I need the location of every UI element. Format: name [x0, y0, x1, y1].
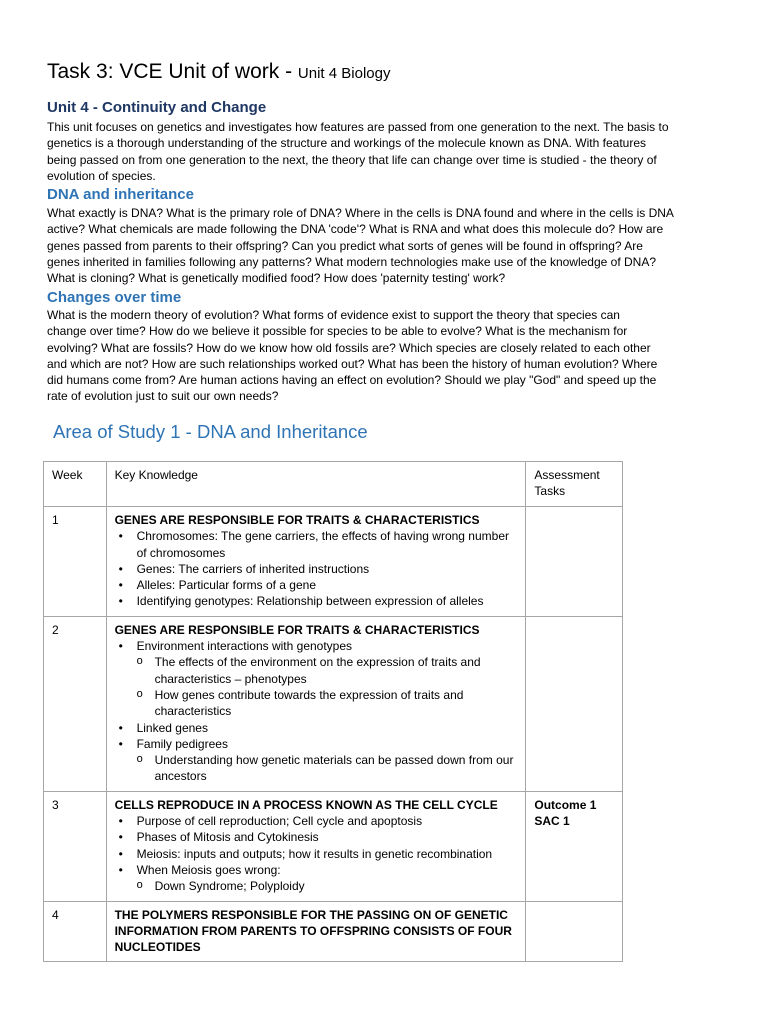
assessment-cell: [526, 507, 623, 617]
unit-line: genetics is a thorough understanding of the structure and workings of the molecule known as DNA. With features: [47, 136, 646, 151]
table-row: [44, 616, 623, 791]
table-header-row: [44, 462, 623, 507]
unit-line: evolution of species.: [47, 168, 156, 183]
assessment-cell: [526, 901, 623, 962]
unit-paragraph: [47, 119, 727, 184]
list-item: • Meiosis: inputs and outputs; how it results in genetic recombination: [115, 846, 520, 862]
title-subtitle: Unit 4 Biology: [297, 65, 391, 82]
unit-heading: Unit 4 - Continuity and Change: [47, 99, 267, 116]
dna-line: What is cloning? What is genetically modified food? How does 'paternity testing' work?: [47, 271, 506, 286]
topic-heading: GENES ARE RESPONSIBLE FOR TRAITS & CHARACTERISTICS: [114, 622, 480, 637]
list-item: • Chromosomes: The gene carriers, the effects of having wrong number of chromosomes: [115, 528, 520, 561]
topic-heading-line: THE POLYMERS RESPONSIBLE FOR THE PASSING ON OF GENETIC: [114, 907, 508, 922]
header-assessment-line: Assessment: [534, 468, 600, 482]
list-item: • Environment interactions with genotypes: [115, 638, 520, 654]
dna-line: genes inherited in families following any patterns? What modern technologies make use of the knowledge of DNA?: [47, 254, 657, 269]
dna-line: What exactly is DNA? What is the primary role of DNA? Where in the cells is DNA found and where in the cells is DNA: [47, 206, 674, 220]
list-item: • Phases of Mitosis and Cytokinesis: [115, 829, 520, 845]
sub-list-item: o Down Syndrome; Polyploidy: [115, 878, 520, 894]
sub-list-item: o How genes contribute towards the expression of traits and characteristics: [115, 687, 520, 720]
topic-list: [115, 638, 520, 785]
assessment-cell: [526, 616, 623, 791]
topic-list: [115, 528, 520, 609]
week-cell: 4: [44, 901, 107, 962]
list-item: • Genes: The carriers of inherited instructions: [115, 561, 520, 577]
table-row: [44, 791, 623, 901]
unit-line: being passed on from one generation to the next, the theory that life can change over time is studied - the theory of: [47, 152, 657, 167]
header-week: Week: [44, 462, 107, 507]
unit-line: This unit focuses on genetics and investigates how features are passed from one generation to the next. The basis to: [47, 120, 669, 134]
changes-line: What is the modern theory of evolution? What forms of evidence exist to support the theory that species can: [47, 308, 620, 322]
title-main: Task 3: VCE Unit of work -: [47, 60, 298, 83]
knowledge-cell: [106, 901, 526, 962]
changes-line: change over time? How do we believe it possible for species to be able to evolve? What is the mechanism for: [47, 324, 628, 339]
assessment-outcome: Outcome 1: [534, 797, 597, 812]
dna-paragraph: [47, 205, 727, 286]
header-assessment-line: Tasks: [534, 484, 566, 499]
topic-heading-line: NUCLEOTIDES: [114, 940, 201, 955]
assessment-cell: [526, 791, 623, 901]
list-item: • Alleles: Particular forms of a gene: [115, 577, 520, 593]
dna-line: active? What chemicals are made following the DNA 'code'? What is RNA and what does this molecule do? How are: [47, 222, 664, 237]
table-row: [44, 507, 623, 617]
changes-paragraph: [47, 307, 727, 405]
week-cell: 3: [44, 791, 107, 901]
page-title: [47, 60, 390, 84]
knowledge-cell: [106, 507, 526, 617]
changes-heading: Changes over time: [47, 289, 182, 306]
week-cell: 2: [44, 616, 107, 791]
topic-heading: GENES ARE RESPONSIBLE FOR TRAITS & CHARACTERISTICS: [114, 513, 480, 527]
header-assessment: [526, 462, 623, 507]
changes-line: did humans come from? Are human actions having an effect on evolution? Should we play "God" and speed up the: [47, 373, 657, 388]
knowledge-table: [43, 461, 623, 962]
list-item: • Family pedigrees: [115, 736, 520, 752]
list-item: • Linked genes: [115, 720, 520, 736]
changes-line: evolving? What are fossils? How do we know how old fossils are? Which species are closely related to each other: [47, 340, 651, 355]
area-of-study-heading: Area of Study 1 - DNA and Inheritance: [53, 421, 368, 442]
knowledge-cell: [106, 616, 526, 791]
changes-line: rate of evolution just to suit our own needs?: [47, 389, 279, 404]
sub-list-item: o Understanding how genetic materials can be passed down from our ancestors: [115, 752, 520, 785]
list-item: • When Meiosis goes wrong:: [115, 862, 520, 878]
week-cell: 1: [44, 507, 107, 617]
topic-heading: CELLS REPRODUCE IN A PROCESS KNOWN AS THE CELL CYCLE: [114, 797, 498, 812]
list-item: • Purpose of cell reproduction; Cell cycle and apoptosis: [115, 813, 520, 829]
header-key-knowledge: Key Knowledge: [106, 462, 526, 507]
assessment-sac: SAC 1: [534, 814, 570, 829]
sub-list-item: o The effects of the environment on the expression of traits and characteristics – phenotypes: [115, 654, 520, 687]
changes-line: and which are not? How are such relationships worked out? What has been the history of human evolution? Where: [47, 356, 658, 371]
topic-list: [115, 813, 520, 894]
table-row: [44, 901, 623, 962]
dna-line: genes passed from parents to their offspring? Can you predict what sorts of genes will be found in offspring? Are: [47, 238, 643, 253]
list-item: • Identifying genotypes: Relationship between expression of alleles: [115, 593, 520, 609]
topic-heading-line: INFORMATION FROM PARENTS TO OFFSPRING CONSISTS OF FOUR: [114, 923, 512, 938]
knowledge-cell: [106, 791, 526, 901]
dna-heading: DNA and inheritance: [47, 186, 194, 203]
